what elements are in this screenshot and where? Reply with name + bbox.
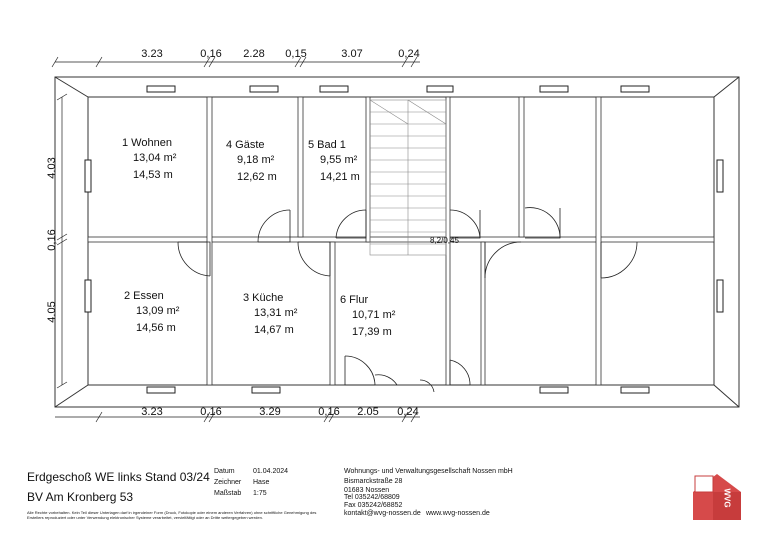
- dim-left-2: 0,16: [46, 229, 58, 251]
- dim-top-4: 0,15: [285, 48, 307, 60]
- field-scale-label: Maßstab: [214, 490, 242, 497]
- room-wohnen: [122, 137, 177, 181]
- dim-top-2: 0,16: [200, 48, 222, 60]
- room-kueche: [243, 292, 298, 336]
- company-website[interactable]: www.wvg-nossen.de: [426, 510, 490, 517]
- logo-text: WVG: [722, 488, 732, 508]
- company-city: 01683 Nossen: [344, 487, 390, 494]
- wvg-logo: [693, 474, 741, 520]
- room-area: 9,18 m²: [237, 154, 275, 166]
- room-essen: [124, 290, 180, 334]
- dim-bottom-3: 3.29: [259, 406, 281, 418]
- room-gaeste: [226, 139, 277, 183]
- dim-bottom-6: 0,24: [397, 406, 419, 418]
- company-fax: Fax 035242/68852: [344, 502, 403, 509]
- room-bad: [308, 139, 360, 183]
- room-perimeter: 12,62 m: [237, 171, 277, 183]
- room-perimeter: 14,21 m: [320, 171, 360, 183]
- room-area: 13,31 m²: [254, 307, 298, 319]
- top-dimension-labels: [141, 48, 419, 60]
- room-name: 6 Flur: [340, 294, 369, 306]
- company-email[interactable]: kontakt@wvg-nossen.de: [344, 510, 421, 517]
- dim-left-1: 4.03: [46, 157, 58, 179]
- stair-label: 8,2/0,45: [430, 236, 459, 245]
- field-scale-value: 1:75: [253, 490, 267, 497]
- room-perimeter: 14,67 m: [254, 324, 294, 336]
- company-street: Bismarckstraße 28: [344, 478, 403, 485]
- field-date-label: Datum: [214, 468, 235, 475]
- copyright-notice: Alle Rechte vorbehalten. Kein Teil dieser Unterlagen darf in irgendeiner Form (Druck, Fotokopie oder einem anderen Verfahren) ohne schriftliche Genehmigung des Erstellers reproduziert oder unter Verwendung elektronischer Systeme verarbeitet, vervielfältigt oder an Dritte weitergegeben werden.: [27, 510, 317, 520]
- plan-title: Erdgeschoß WE links Stand 03/24: [27, 470, 210, 484]
- room-perimeter: 17,39 m: [352, 326, 392, 338]
- room-area: 13,09 m²: [136, 305, 180, 317]
- room-perimeter: 14,56 m: [136, 322, 176, 334]
- bottom-dimension-labels: [141, 406, 418, 418]
- room-name: 5 Bad 1: [308, 139, 346, 151]
- room-area: 13,04 m²: [133, 152, 177, 164]
- dim-top-3: 2.28: [243, 48, 265, 60]
- dim-top-1: 3.23: [141, 48, 163, 60]
- staircase: [370, 100, 446, 255]
- dim-bottom-4: 0,16: [318, 406, 340, 418]
- room-flur: [340, 294, 396, 338]
- room-name: 1 Wohnen: [122, 137, 172, 149]
- dim-bottom-5: 2.05: [357, 406, 379, 418]
- room-name: 2 Essen: [124, 290, 164, 302]
- dim-bottom-1: 3.23: [141, 406, 163, 418]
- room-name: 3 Küche: [243, 292, 284, 304]
- room-area: 10,71 m²: [352, 309, 396, 321]
- field-drafter-value: Hase: [253, 479, 270, 486]
- dim-bottom-2: 0,16: [200, 406, 222, 418]
- project-name: BV Am Kronberg 53: [27, 490, 134, 504]
- room-name: 4 Gäste: [226, 139, 265, 151]
- dim-top-5: 3.07: [341, 48, 363, 60]
- interior-walls: [88, 97, 714, 385]
- company-name: Wohnungs- und Verwaltungsgesellschaft Nossen mbH: [344, 468, 513, 475]
- company-tel: Tel 035242/68809: [344, 494, 400, 501]
- room-area: 9,55 m²: [320, 154, 358, 166]
- dim-left-3: 4.05: [46, 301, 58, 323]
- left-dimension-labels: [46, 157, 58, 322]
- field-date-value: 01.04.2024: [253, 468, 289, 475]
- field-drafter-label: Zeichner: [214, 479, 242, 486]
- room-perimeter: 14,53 m: [133, 169, 173, 181]
- dim-top-6: 0,24: [398, 48, 420, 60]
